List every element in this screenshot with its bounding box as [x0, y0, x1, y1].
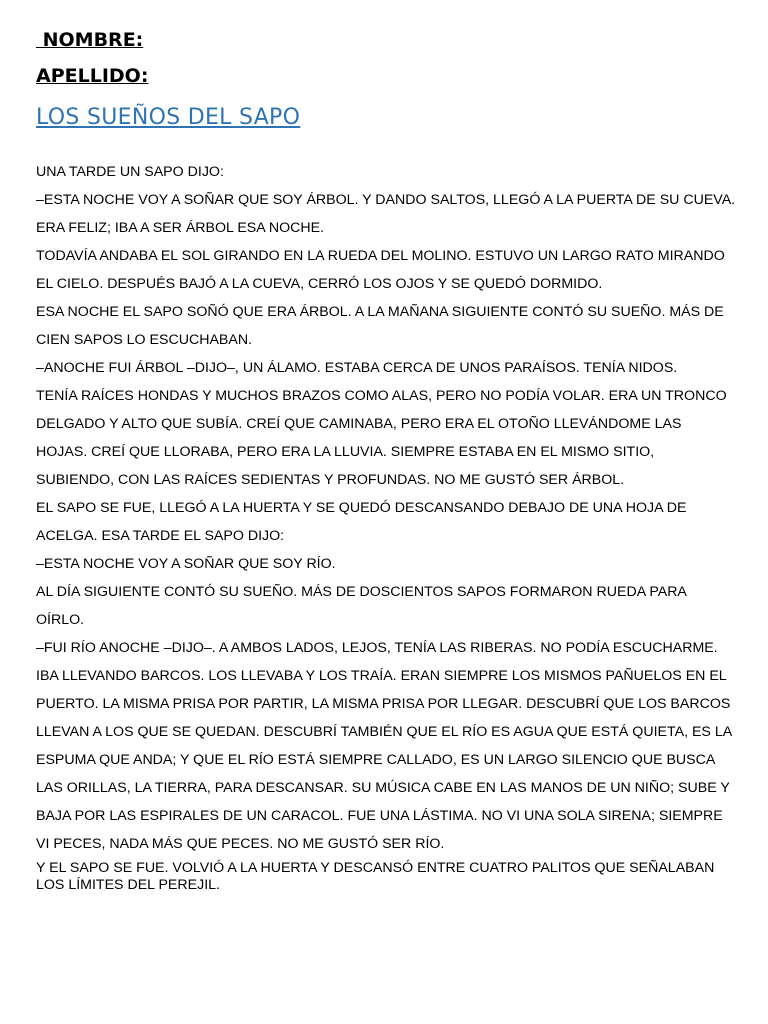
paragraph: –FUI RÍO ANOCHE –DIJO–. A AMBOS LADOS, LEJOS, TENÍA LAS RIBERAS. NO PODÍA ESCUCHARME.: [36, 640, 718, 656]
story-title: LOS SUEÑOS DEL SAPO: [36, 105, 301, 130]
paragraph: AL DÍA SIGUIENTE CONTÓ SU SUEÑO. MÁS DE DOSCIENTOS SAPOS FORMARON RUEDA PARA OÍRLO.: [36, 584, 687, 628]
paragraph: –ESTA NOCHE VOY A SOÑAR QUE SOY RÍO.: [36, 556, 336, 572]
apellido-label: APELLIDO:: [36, 65, 149, 87]
paragraph: –ANOCHE FUI ÁRBOL –DIJO–, UN ÁLAMO. ESTABA CERCA DE UNOS PARAÍSOS. TENÍA NIDOS.: [36, 360, 678, 376]
paragraph: EL SAPO SE FUE, LLEGÓ A LA HUERTA Y SE QUEDÓ DESCANSANDO DEBAJO DE UNA HOJA DE ACELGA. ESA TARDE EL SAPO DIJO:: [36, 500, 687, 544]
paragraph: IBA LLEVANDO BARCOS. LOS LLEVABA Y LOS TRAÍA. ERAN SIEMPRE LOS MISMOS PAÑUELOS EN EL PUERTO. LA MISMA PRISA POR PARTIR, LA MISMA PRISA POR LLEGAR. DESCUBRÍ QUE LOS BARCOS LLEVAN A LOS QUE SE QUEDAN. DESCUBRÍ TAMBIÉN QUE EL RÍO ES AGUA QUE ESTÁ QUIETA, ES LA ESPUMA QUE ANDA; Y QUE EL RÍO ESTÁ SIEMPRE CALLADO, ES UN LARGO SILENCIO QUE BUSCA LAS ORILLAS, LA TIERRA, PARA DESCANSAR. SU MÚSICA CABE EN LAS MANOS DE UN NIÑO; SUBE Y BAJA POR LAS ESPIRALES DE UN CARACOL. FUE UNA LÁSTIMA. NO VI UNA SOLA SIRENA; SIEMPRE VI PECES, NADA MÁS QUE PECES. NO ME GUSTÓ SER RÍO.: [36, 668, 732, 852]
nombre-label: NOMBRE:: [36, 29, 144, 51]
paragraph: Y EL SAPO SE FUE. VOLVIÓ A LA HUERTA Y DESCANSÓ ENTRE CUATRO PALITOS QUE SEÑALABAN LOS LÍMITES DEL PEREJIL.: [36, 860, 715, 893]
paragraph: –ESTA NOCHE VOY A SOÑAR QUE SOY ÁRBOL. Y DANDO SALTOS, LLEGÓ A LA PUERTA DE SU CUEVA.: [36, 192, 736, 208]
story-body: [36, 158, 736, 894]
paragraph: TODAVÍA ANDABA EL SOL GIRANDO EN LA RUEDA DEL MOLINO. ESTUVO UN LARGO RATO MIRANDO EL CIELO. DESPUÉS BAJÓ A LA CUEVA, CERRÓ LOS OJOS Y SE QUEDÓ DORMIDO.: [36, 248, 725, 292]
paragraph: UNA TARDE UN SAPO DIJO:: [36, 164, 224, 180]
paragraph: ERA FELIZ; IBA A SER ÁRBOL ESA NOCHE.: [36, 220, 325, 236]
paragraph: TENÍA RAÍCES HONDAS Y MUCHOS BRAZOS COMO ALAS, PERO NO PODÍA VOLAR. ERA UN TRONCO DELGADO Y ALTO QUE SUBÍA. CREÍ QUE CAMINABA, PERO ERA EL OTOÑO LLEVÁNDOME LAS HOJAS. CREÍ QUE LLORABA, PERO ERA LA LLUVIA. SIEMPRE ESTABA EN EL MISMO SITIO, SUBIENDO, CON LAS RAÍCES SEDIENTAS Y PROFUNDAS. NO ME GUSTÓ SER ÁRBOL.: [36, 388, 727, 488]
paragraph: ESA NOCHE EL SAPO SOÑÓ QUE ERA ÁRBOL. A LA MAÑANA SIGUIENTE CONTÓ SU SUEÑO. MÁS DE CIEN SAPOS LO ESCUCHABAN.: [36, 304, 724, 348]
